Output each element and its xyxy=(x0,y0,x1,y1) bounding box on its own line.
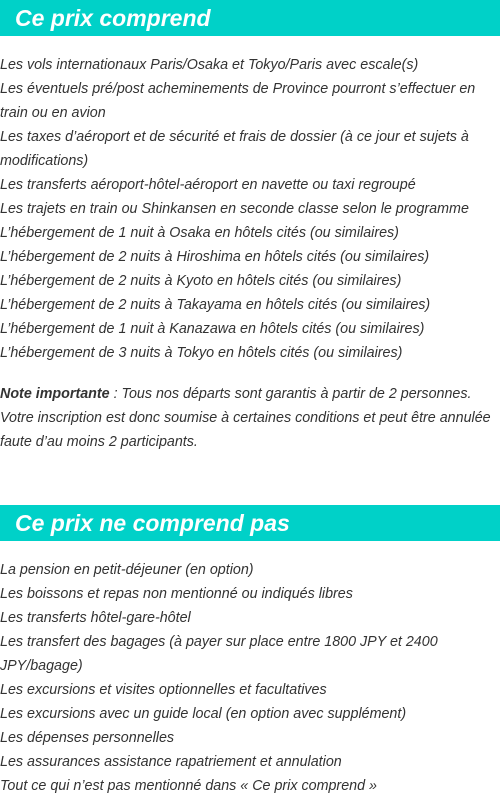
included-item: Les vols internationaux Paris/Osaka et Tokyo/Paris avec escale(s) xyxy=(0,57,419,73)
excluded-item: Les boissons et repas non mentionné ou indiqués libres xyxy=(0,586,353,602)
excluded-item: Les transfert des bagages (à payer sur place entre 1800 JPY et 2400 JPY/bagage) xyxy=(0,634,438,674)
included-item: Les transferts aéroport-hôtel-aéroport en navette ou taxi regroupé xyxy=(0,177,416,193)
included-item: L’hébergement de 2 nuits à Hiroshima en hôtels cités (ou similaires) xyxy=(0,249,430,265)
included-section-header xyxy=(0,0,500,36)
included-item: Les éventuels pré/post acheminements de Province pourront s’effectuer en train ou en avion xyxy=(0,81,476,121)
excluded-item: Les excursions avec un guide local (en option avec supplément) xyxy=(0,706,407,722)
important-note-label: Note importante xyxy=(0,386,110,402)
excluded-item: Les excursions et visites optionnelles et facultatives xyxy=(0,682,327,698)
excluded-item: La pension en petit-déjeuner (en option) xyxy=(0,562,254,578)
included-item: Les taxes d’aéroport et de sécurité et frais de dossier (à ce jour et sujets à modifications) xyxy=(0,129,469,169)
important-note-text: : Tous nos départs sont garantis à partir de 2 personnes. Votre inscription est donc soumise à certaines conditions et peut être annulée faute d’au moins 2 participants. xyxy=(0,386,491,450)
included-list xyxy=(0,53,500,365)
excluded-item: Tout ce qui n’est pas mentionné dans « Ce prix comprend » xyxy=(0,778,377,794)
excluded-item: Les assurances assistance rapatriement et annulation xyxy=(0,754,342,770)
included-item: L’hébergement de 1 nuit à Osaka en hôtels cités (ou similaires) xyxy=(0,225,399,241)
included-item: Les trajets en train ou Shinkansen en seconde classe selon le programme xyxy=(0,201,469,217)
excluded-item: Les dépenses personnelles xyxy=(0,730,175,746)
included-item: L’hébergement de 2 nuits à Takayama en hôtels cités (ou similaires) xyxy=(0,297,431,313)
important-note xyxy=(0,382,500,454)
included-section-title: Ce prix comprend xyxy=(15,4,211,31)
excluded-section-title: Ce prix ne comprend pas xyxy=(15,509,290,536)
included-item: L’hébergement de 3 nuits à Tokyo en hôtels cités (ou similaires) xyxy=(0,345,403,361)
included-item: L’hébergement de 2 nuits à Kyoto en hôtels cités (ou similaires) xyxy=(0,273,402,289)
excluded-list xyxy=(0,558,500,798)
included-item: L’hébergement de 1 nuit à Kanazawa en hôtels cités (ou similaires) xyxy=(0,321,425,337)
excluded-section-header xyxy=(0,505,500,541)
excluded-item: Les transferts hôtel-gare-hôtel xyxy=(0,610,191,626)
